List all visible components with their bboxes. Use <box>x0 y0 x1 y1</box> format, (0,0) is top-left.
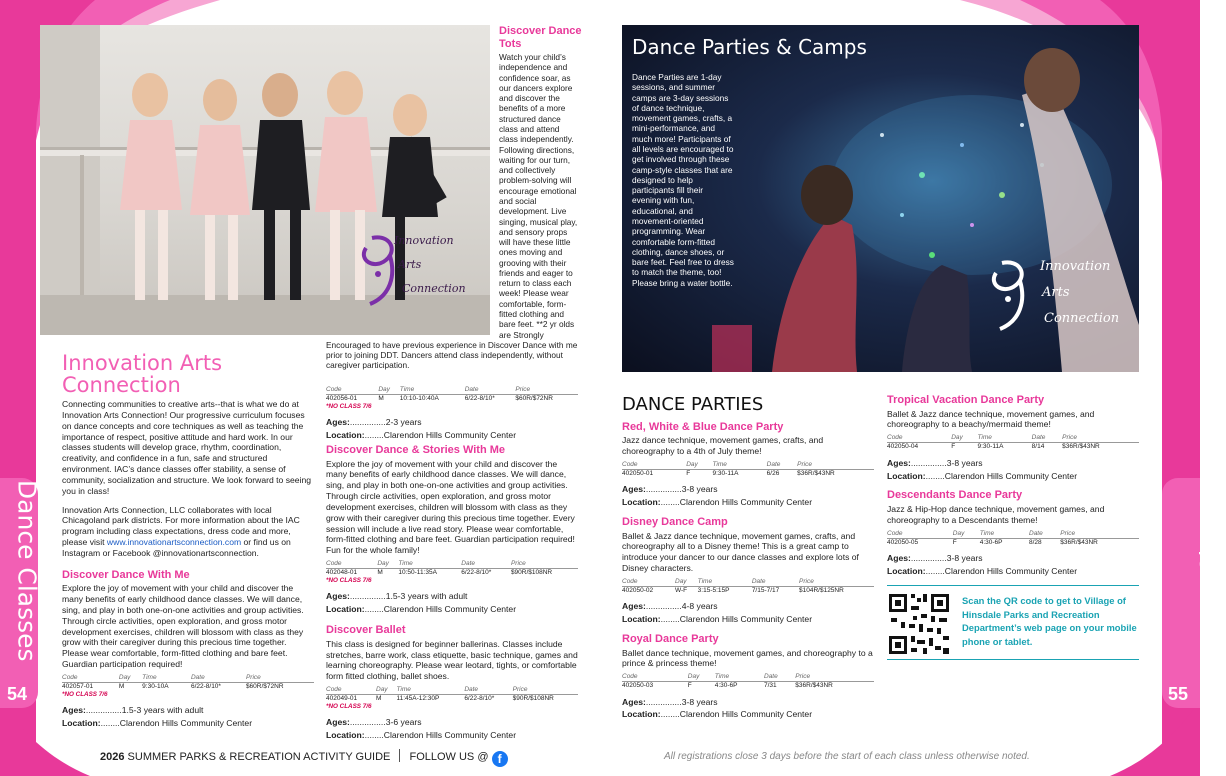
party-table: Code Day Time Date Price 402050-01 F 9:30-11A 6/26 $36R/$43NR <box>622 461 874 478</box>
dance-party-photo <box>622 25 1139 372</box>
location-line: Location:........Clarendon Hills Community Center <box>326 604 517 615</box>
location-line: Location:........Clarendon Hills Community Center <box>622 497 813 508</box>
footer-follow: FOLLOW US @ <box>409 751 489 763</box>
logo-line-2: Arts <box>1042 285 1070 300</box>
ages-line: Ages:...............3-8 years <box>622 484 718 495</box>
ages-line: Ages:...............1.5-3 years with adult <box>326 591 468 602</box>
tots-desc-text: Watch your child’s independence and confidence soar, as our dancers explore and discover the benefits of a more structured dance class and attend class independently. Following directions, waiting for our turn, and collectively problem-solving will encourage emotional and social development. Live singing, musical play, and sensory props will have these little ones moving and grooving with their friends and eager to return to class each week! Please wear comfortable, form-fitted clothing and bare feet. **2 yr olds are Strongly Encouraged to have previous experience in Discover Dance with me prior to joining DDT. Dancers attend class independently, without caregiver participation. <box>326 52 578 371</box>
party-title-disney: Disney Dance Camp <box>622 516 728 528</box>
party-table: Code Day Time Date Price 402050-04 F 9:30-11A 8/14 $36R/$43NR <box>887 434 1139 451</box>
table-row[interactable]: 402050-05 F 4:30-6P 8/28 $36R/$43NR <box>887 538 1098 546</box>
right-side-title: Dance Classes <box>1195 479 1225 662</box>
org-para-2: Innovation Arts Connection, LLC collaborates with local Chicagoland park districts. For more information about the IAC program including class expectations, dress code and more, please visit www.innovationartsconnection.com or find us on Instagram or Facebook @innovationartsconnection. <box>62 504 300 558</box>
logo-line-2: Arts <box>398 258 422 271</box>
location-line: Location:........Clarendon Hills Community Center <box>622 614 813 625</box>
no-class-note: *NO CLASS 7/6 <box>326 703 372 711</box>
class-table: Code Day Time Date Price 402049-01 M 11:45A-12:30P 6/22-8/10* $90R/$108NR <box>326 686 578 703</box>
no-class-note: *NO CLASS 7/6 <box>62 691 108 699</box>
tots-block <box>499 25 589 50</box>
logo-line-1: Innovation <box>394 234 454 247</box>
no-class-note: *NO CLASS 7/6 <box>326 403 372 411</box>
logo-line-3: Connection <box>1044 311 1120 326</box>
party-title-tropical: Tropical Vacation Dance Party <box>887 394 1045 406</box>
qr-code-icon[interactable] <box>887 592 951 656</box>
ages-line: Ages:...............4-8 years <box>622 601 718 612</box>
ages-line: Ages:...............2-3 years <box>326 417 422 428</box>
table-row[interactable]: 402049-01 M 11:45A-12:30P 6/22-8/10* $90R/$108NR <box>326 695 554 703</box>
left-page-number: 54 <box>7 684 28 704</box>
wrap-spacer <box>326 52 499 338</box>
ages-line: Ages:...............3-6 years <box>326 717 422 728</box>
party-desc: Ballet & Jazz dance technique, movement games, and choreography to a beachy/mermaid theme! <box>887 408 1095 430</box>
photo-title: Dance Parties & Camps <box>632 35 867 59</box>
table-row[interactable]: 402056-01 M 10:10-10:40A 6/22-8/10* $60R/$72NR <box>326 395 553 403</box>
footer-guide: SUMMER PARKS & RECREATION ACTIVITY GUIDE <box>124 751 391 763</box>
parties-column-1 <box>622 394 874 720</box>
location-line: Location:........Clarendon Hills Community Center <box>887 470 1078 481</box>
location-line: Location:........Clarendon Hills Community Center <box>887 565 1078 576</box>
footer-year: 2026 <box>100 751 125 763</box>
tots-title: Discover Dance Tots <box>499 25 582 50</box>
party-desc: Ballet & Jazz dance technique, movement games, crafts, and choreography all to a Disney theme! This is a great camp to introduce your dancer to our dance classes and explore lots of Disney characters. <box>622 530 859 574</box>
party-title-rwb: Red, White & Blue Dance Party <box>622 420 784 433</box>
ages-line: Ages:...............3-8 years <box>887 553 983 563</box>
party-table: Code Day Time Date Price 402050-02 W-F 3:15-5:15P 7/15-7/17 $104R/$125NR <box>622 578 874 595</box>
party-table: Code Day Time Date Price 402050-05 F 4:30-6P 8/28 $36R/$43NR <box>887 530 1139 547</box>
tots-schedule <box>326 382 578 441</box>
location-line: Location:........Clarendon Hills Community Center <box>326 430 517 441</box>
tots-table: Code Day Time Date Price 402056-01 M 10:10-10:40A 6/22-8/10* $60R/$72NR <box>326 386 578 403</box>
website-link[interactable]: www.innovationartsconnection.com <box>106 537 242 548</box>
location-line: Location:........Clarendon Hills Community Center <box>326 730 517 741</box>
facebook-icon[interactable]: f <box>492 751 508 767</box>
ages-line: Ages:...............1.5-3 years with adult <box>62 705 204 716</box>
footer-divider <box>399 749 400 762</box>
class-desc: This class is designed for beginner ballerinas. Classes include stretches, barre work, class etiquette, basic technique, games and learning choreography. Please wear leotard, tights, or comfortable form fitted clothing, ballet shoes. <box>326 638 578 682</box>
class-title-dance-with-me: Discover Dance With Me <box>62 568 190 581</box>
location-line: Location:........Clarendon Hills Community Center <box>62 718 253 729</box>
left-column <box>62 352 314 729</box>
section-title: DANCE PARTIES <box>622 394 764 415</box>
logo-line-1: Innovation <box>1040 259 1111 274</box>
org-title: Innovation Arts Connection <box>62 351 223 398</box>
middle-column <box>326 444 578 741</box>
table-row[interactable]: 402050-04 F 9:30-11A 8/14 $36R/$43NR <box>887 443 1100 451</box>
party-title-descendants: Descendants Dance Party <box>887 489 1023 502</box>
table-row[interactable]: 402050-02 W-F 3:15-5:15P 7/15-7/17 $104R/$125NR <box>622 587 844 595</box>
tots-description <box>326 52 578 382</box>
qr-box <box>887 585 1139 660</box>
parties-column-2 <box>887 394 1139 577</box>
ages-line: Ages:...............3-8 years <box>887 457 983 468</box>
table-row[interactable]: 402050-03 F 4:30-6P 7/31 $36R/$43NR <box>622 682 833 690</box>
party-desc: Jazz dance technique, movement games, crafts, and choreography to a 4th of July theme! <box>622 435 824 457</box>
class-table: Code Day Time Date Price 402057-01 M 9:30-10A 6/22-8/10* $60R/$72NR <box>62 674 314 691</box>
right-page-number: 55 <box>1168 684 1189 704</box>
class-title-stories: Discover Dance & Stories With Me <box>326 444 506 456</box>
class-title-ballet: Discover Ballet <box>326 624 406 637</box>
party-table: Code Day Time Date Price 402050-03 F 4:30-6P 7/31 $36R/$43NR <box>622 673 874 690</box>
ages-line: Ages:...............3-8 years <box>622 696 718 707</box>
right-photo-logo <box>980 255 1130 345</box>
table-row[interactable]: 402048-01 M 10:50-11:35A 6/22-8/10* $90R/$108NR <box>326 569 553 577</box>
left-side-title: Dance Classes <box>12 479 42 662</box>
class-desc: Explore the joy of movement with your child and discover the many benefits of early childhood dance classes. We will dance, sing, and play in both one-on-one activities and group activities. Through circle activities, open exploration, and gross motor development exercises, children will blossom with class as they grow with their caregiver during this precious time together. Please wear comfortable, form-fitted clothing and bare feet. Guardian participation required! <box>62 583 304 670</box>
class-table: Code Day Time Date Price 402048-01 M 10:50-11:35A 6/22-8/10* $90R/$108NR <box>326 560 578 577</box>
footer-note: All registrations close 3 days before the start of each class unless otherwise noted. <box>664 751 1030 762</box>
party-desc: Jazz & Hip-Hop dance technique, movement games, and choreography to a Descendants theme! <box>887 503 1105 525</box>
location-line: Location:........Clarendon Hills Community Center <box>622 709 813 720</box>
org-para-1: Connecting communities to creative arts--that is what we do at Innovation Arts Connection! Our progressive curriculum focuses on dance concepts and core techniques as well as teaching the importance of respect, positive attitude and hard work. In our classes students will develop grace, rhythm, coordination, creativity, and confidence in a fun, safe and structured environment. IAC’s dance classes offer stability, a sense of community, socialization and structure. We look forward to seeing you in class! <box>62 399 312 496</box>
table-row[interactable]: 402057-01 M 9:30-10A 6/22-8/10* $60R/$72NR <box>62 683 284 691</box>
logo-line-3: Connection <box>402 282 466 295</box>
iac-logo-icon <box>980 255 1040 335</box>
qr-text: Scan the QR code to get to Village of Hinsdale Parks and Recreation Department’s web page on your mobile phone or tablet. <box>962 595 1137 647</box>
footer-left <box>100 749 508 767</box>
class-desc: Explore the joy of movement with your child and discover the many benefits of early childhood dance classes. We will dance, sing, and play in both one-on-one activities and group activities. Through circle activities, open exploration, and gross motor development exercises, children will blossom with class as they grow with their caregiver during this precious time together. Every session will include a live read story. Please wear comfortable, form-fitted clothing and bare feet. Guardian participation required! Fun for the whole family! <box>326 458 575 556</box>
table-row[interactable]: 402050-01 F 9:30-11A 6/26 $36R/$43NR <box>622 470 835 478</box>
no-class-note: *NO CLASS 7/6 <box>326 577 372 585</box>
party-title-royal: Royal Dance Party <box>622 632 719 645</box>
photo-description: Dance Parties are 1-day sessions, and summer camps are 3-day sessions of dance technique, movement games, crafts, a mini-performance, and much more! Participants of all levels are encouraged to get involved through these camp-style classes that are designed to help participants fill their evening with fun, educational, and movement-oriented programming. Wear comfortable form-fitted clothing, dance shoes, or bare feet. Feel free to dress to match the theme, too! Please bring a water bottle. <box>632 72 734 288</box>
party-desc: Ballet dance technique, movement games, and choreography to a prince & princess theme! <box>622 647 873 669</box>
